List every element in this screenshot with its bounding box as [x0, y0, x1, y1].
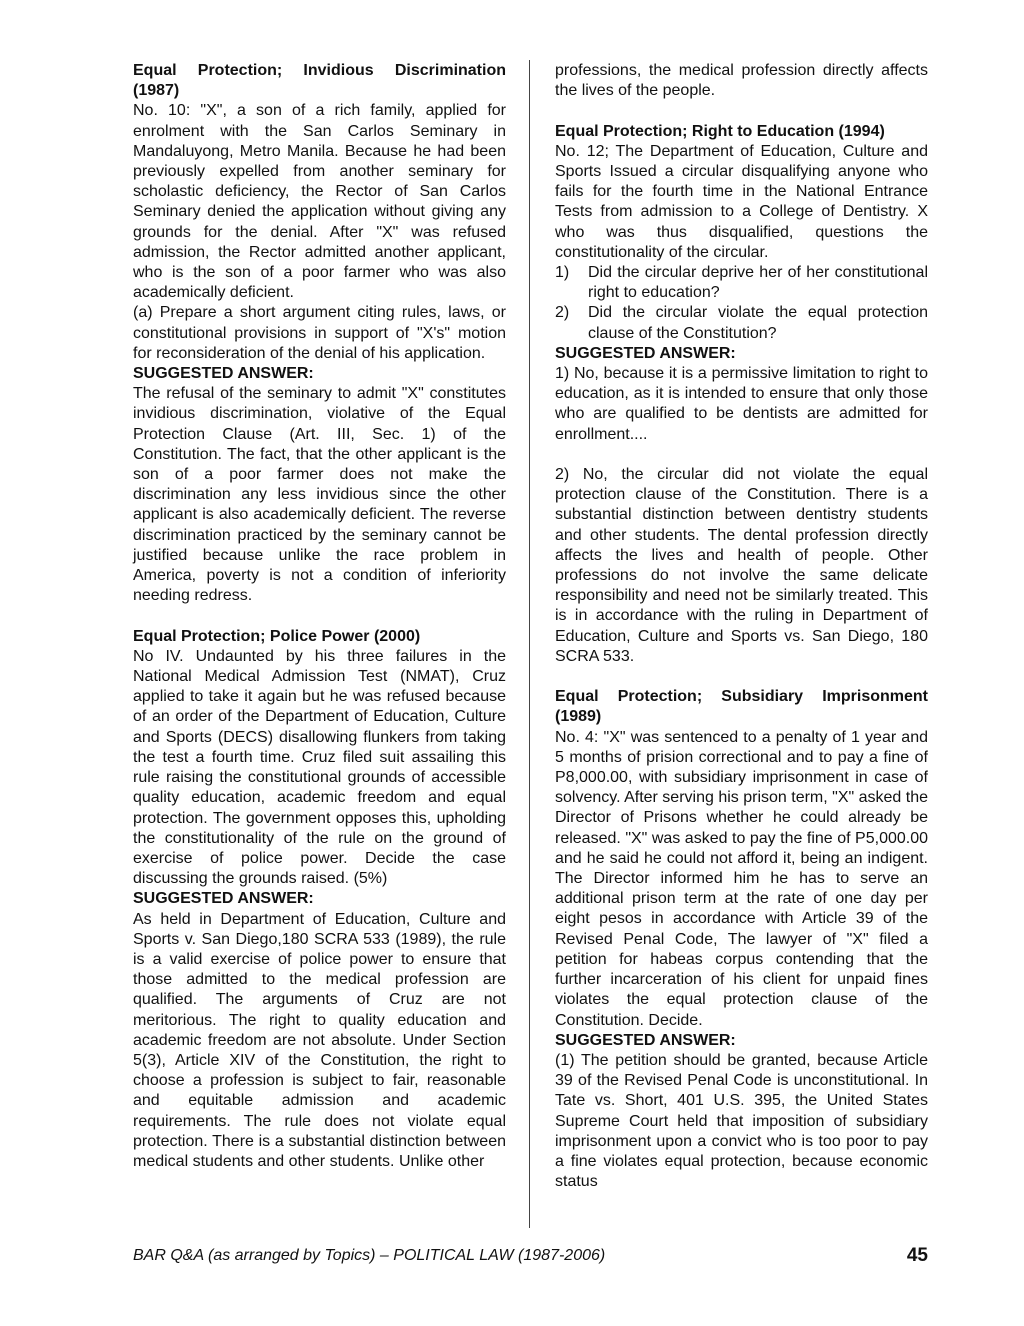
column-divider: [529, 60, 530, 1228]
suggested-answer-label: SUGGESTED ANSWER:: [133, 890, 314, 908]
answer-text: (1) The petition should be granted, because Article 39 of the Revised Penal Code is unconstitutional. In Tate vs. Short, 401 U.S. 395, the United States Supreme Court held that imposition of subsidiary imprisonment upon a convict who is too poor to pay a fine violates equal protection, because economic status: [555, 1051, 928, 1191]
list-item: [555, 263, 928, 303]
list-item-number: 2): [555, 304, 570, 322]
section-heading: Equal Protection; Right to Education (1994): [555, 122, 885, 140]
question-text: No. 10: "X", a son of a rich family, applied for enrolment with the San Carlos Seminary in Mandaluyong, Metro Manila. Because he had been previously expelled from another seminary for scholastic deficiency, the Rector of San Carlos Seminary denied the application without giving any grounds for the denial. After "X" was refused admission, the Rector admitted another applicant, who is the son of a poor farmer who was also academically deficient.: [133, 102, 506, 302]
list-item-text: Did the circular deprive her of her constitutional right to education?: [588, 264, 928, 302]
question-text: No IV. Undaunted by his three failures in the National Medical Admission Test (NMAT), Cruz applied to take it again but he was refused because of an order of the Department of Education, Culture and Sports (DECS) disallowing flunkers from taking the test a fourth time. Cruz filed suit assailing this rule raising the constitutional grounds of accessible quality education, academic freedom and equal protection. The government opposes this, upholding the constitutionality of the rule on the ground of exercise of police power. Decide the case discussing the grounds raised. (5%): [133, 647, 506, 888]
continued-answer-text: professions, the medical profession directly affects the lives of the people.: [555, 62, 928, 100]
list-item: [555, 303, 928, 343]
section-heading: Equal Protection; Police Power (2000): [133, 627, 421, 645]
answer-text: As held in Department of Education, Culture and Sports v. San Diego,180 SCRA 533 (1989), the rule is a valid exercise of police power to ensure that those admitted to the medical profession are qualified. The arguments of Cruz are not meritorious. The right to quality education and academic freedom are not absolute. Under Section 5(3), Article XIV of the Constitution, the right to choose a profession is subject to fair, reasonable and equitable admission and academic requirements. The rule does not violate equal protection. There is a substantial distinction between medical students and other students. Unlike other: [133, 910, 506, 1170]
list-item-text: Did the circular violate the equal protection clause of the Constitution?: [588, 304, 928, 342]
question-text: No. 4: "X" was sentenced to a penalty of 1 year and 5 months of prision correctional and to pay a fine of P8,000.00, with subsidiary imprisonment in case of solvency. After serving his prison term, "X" asked the Director of Prisons whether he could already be released. "X" was asked to pay the fine of P5,000.00 and he said he could not afford it, being an indigent. The Director informed him he has to serve an additional prison term at the rate of one day per eight pesos in accordance with Article 39 of the Revised Penal Code, The lawyer of "X" filed a petition for habeas corpus contending that the further incarceration of his client for unpaid fines violates the equal protection clause of the Constitution. Decide.: [555, 728, 928, 1029]
section-heading: Equal Protection; Invidious Discrimination (1987): [133, 62, 506, 100]
suggested-answer-label: SUGGESTED ANSWER:: [555, 1031, 736, 1049]
answer-text: 2) No, the circular did not violate the equal protection clause of the Constitution. There is a substantial distinction between dentistry students and other students. The dental profession directly affects the lives and health of people. Other professions do not involve the same delicate responsibility and need not be similarly treated. This is in accordance with the ruling in Department of Education, Culture and Sports vs. San Diego, 180 SCRA 533.: [555, 466, 928, 665]
footer-title: BAR Q&A (as arranged by Topics) – POLITICAL LAW (1987-2006): [133, 1247, 606, 1264]
sub-question-text: (a) Prepare a short argument citing rules, laws, or constitutional provisions in support of "X's" motion for reconsideration of the denial of his application.: [133, 304, 506, 362]
section-heading: Equal Protection; Subsidiary Imprisonment (1989): [555, 688, 928, 726]
suggested-answer-label: SUGGESTED ANSWER:: [555, 344, 736, 362]
answer-text: The refusal of the seminary to admit "X" constitutes invidious discrimination, violative of the Equal Protection Clause (Art. III, Sec. 1) of the Constitution. The fact, that the other applicant is the son of a poor farmer does not make the discrimination any less invidious since the other applicant is also academically deficient. The reverse discrimination practiced by the seminary cannot be justified because unlike the race problem in America, poverty is not a condition of inferiority needing redress.: [133, 385, 506, 605]
right-column: [555, 61, 928, 1192]
suggested-answer-label: SUGGESTED ANSWER:: [133, 365, 314, 383]
question-text: No. 12; The Department of Education, Culture and Sports Issued a circular disqualifying anyone who fails for the fourth time in the National Entrance Tests from admission to a College of Dentistry. X who was thus disqualified, questions the constitutionality of the circular.: [555, 142, 928, 261]
answer-text: 1) No, because it is a permissive limitation to right to education, as it is intended to ensure that only those who are qualified to be dentists are admitted for enrollment....: [555, 365, 928, 443]
list-item-number: 1): [555, 264, 570, 282]
page-footer: [133, 1247, 928, 1265]
page-number: 45: [906, 1245, 928, 1266]
left-column: [133, 61, 506, 1172]
